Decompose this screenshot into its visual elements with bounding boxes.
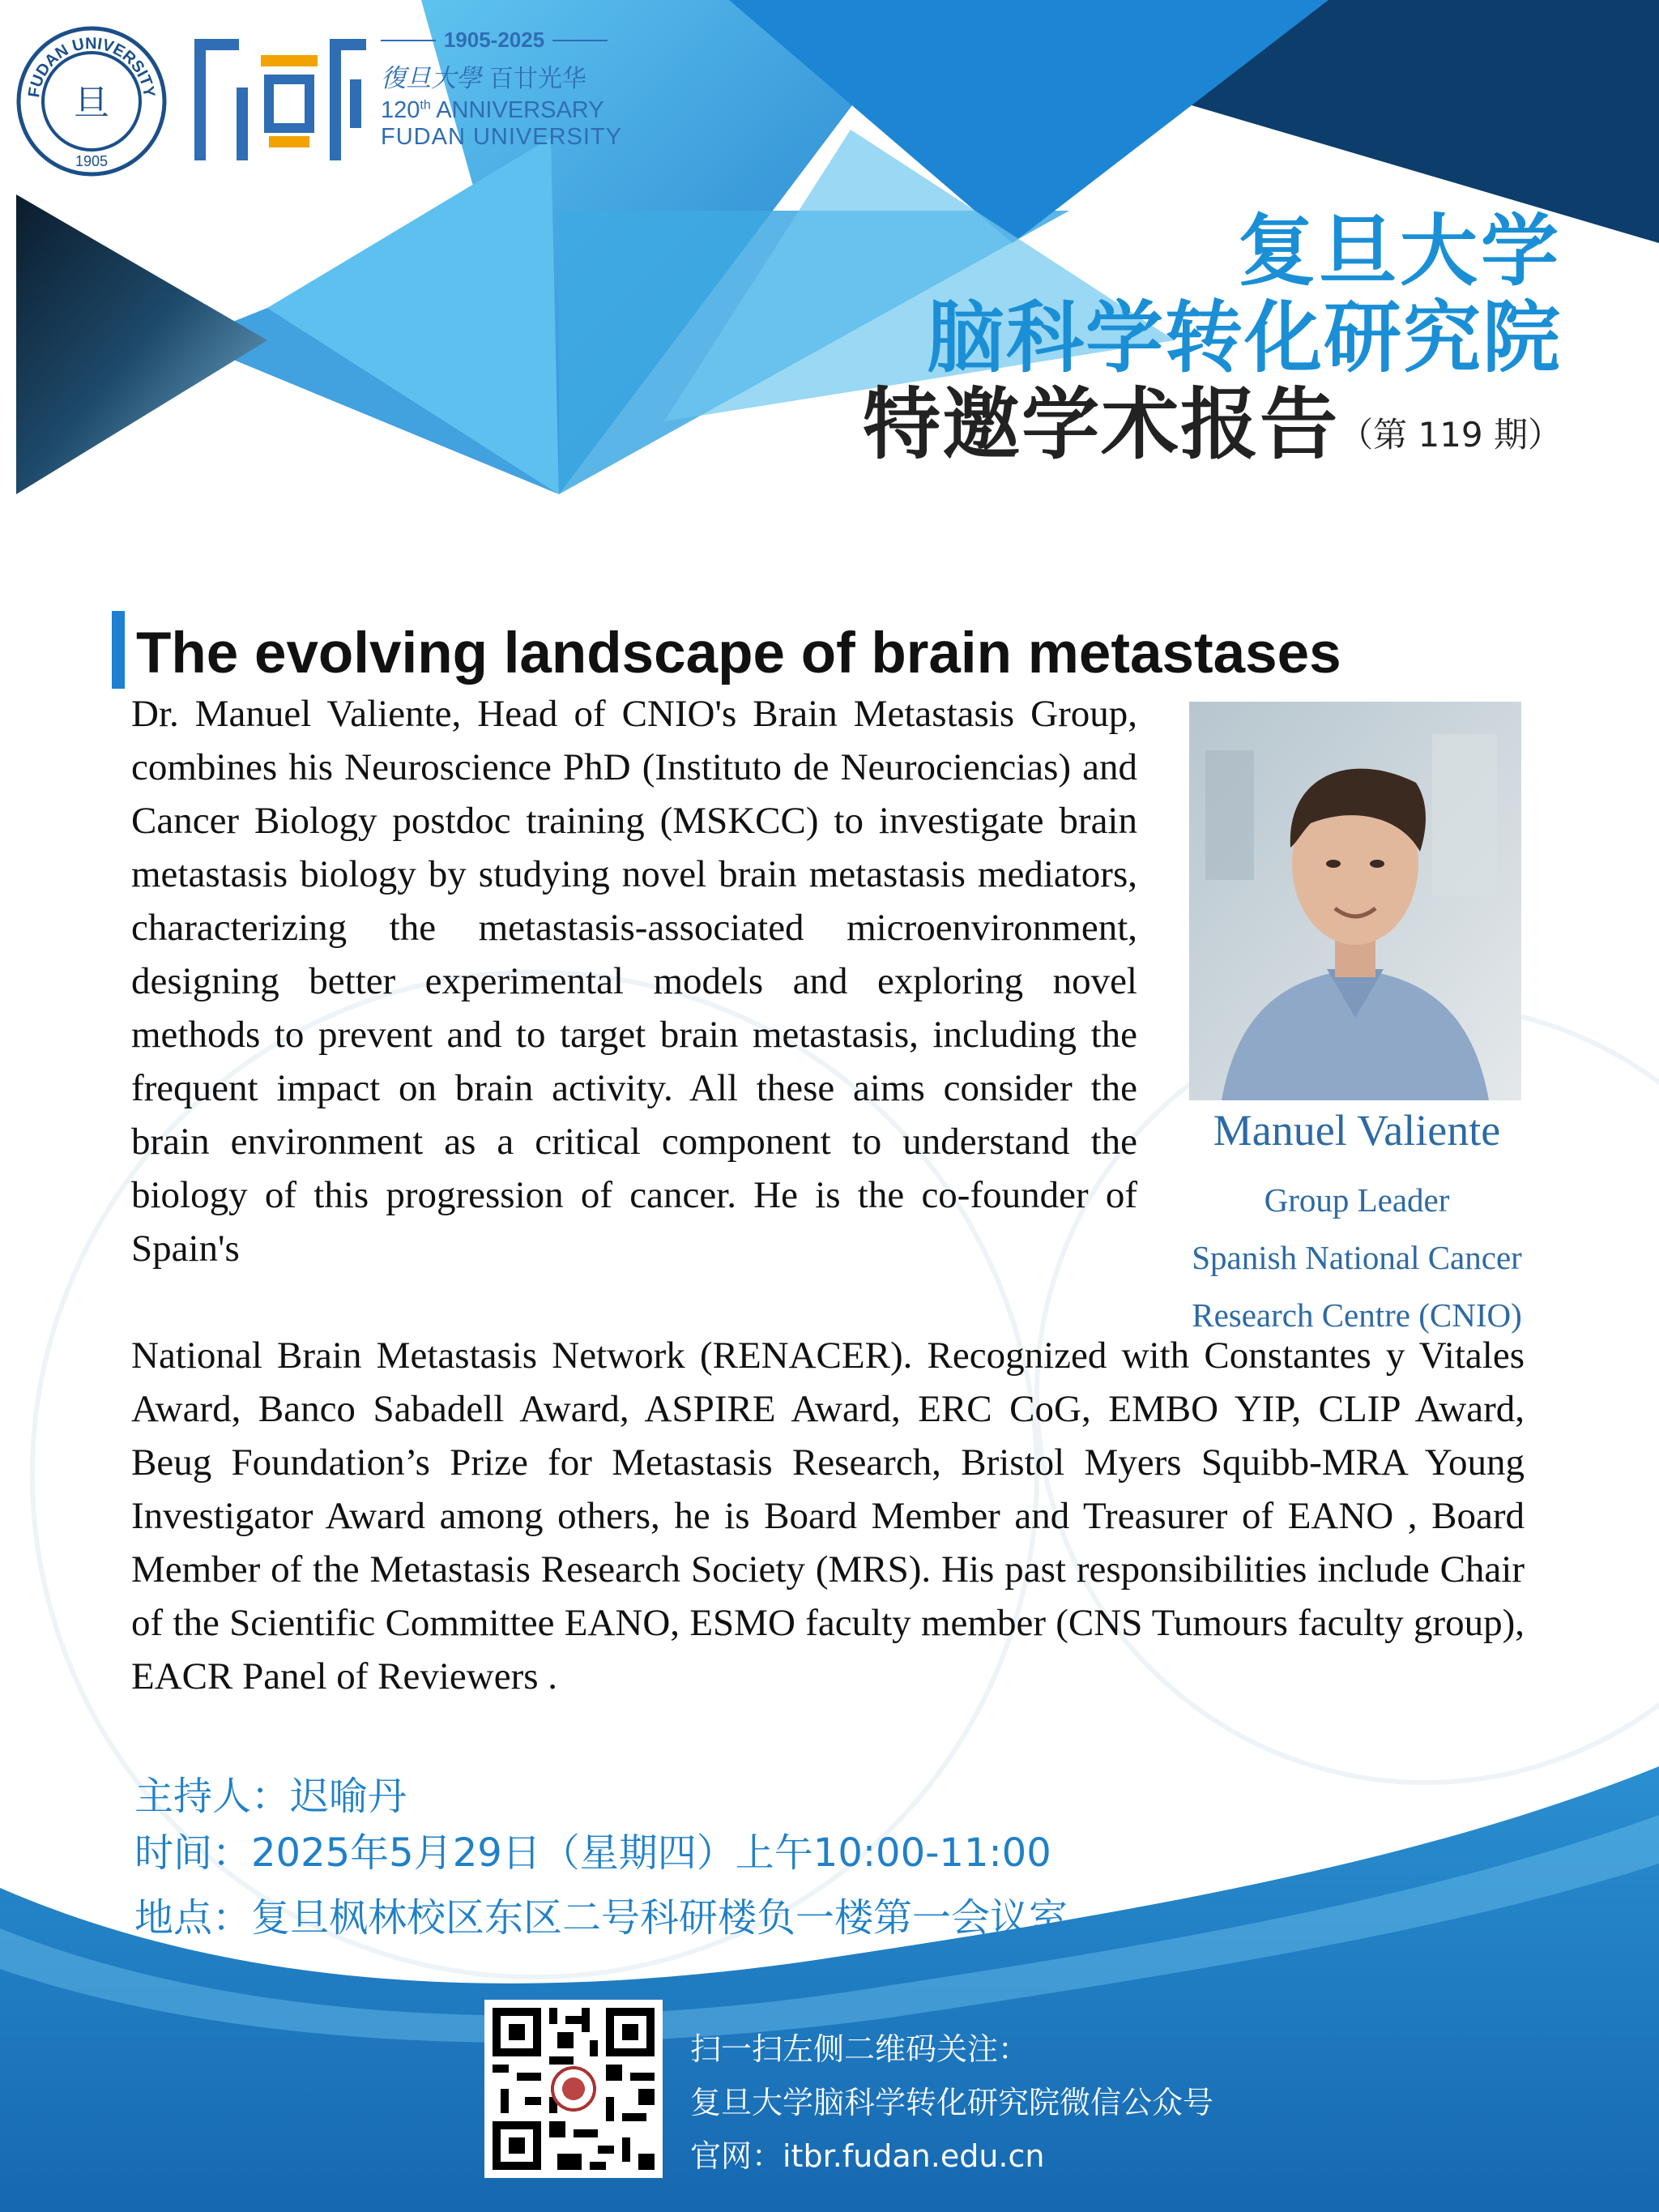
footer-website[interactable]: 官网：itbr.fudan.edu.cn <box>690 2138 1045 2174</box>
speaker-role: Group Leader <box>1264 1181 1450 1219</box>
anniversary-university: FUDAN UNIVERSITY <box>381 124 622 150</box>
headline-line2: 脑科学转化研究院 <box>927 292 1562 383</box>
anniversary-line: 120th ANNIVERSARY <box>381 97 604 123</box>
speaker-photo <box>1189 702 1521 1100</box>
speaker-bio-part2: National Brain Metastasis Network (RENACER). Recognized with Constantes y Vitales Award, Banco Sabadell Award, ASPIRE Award, ERC CoG, EMBO YIP, CLIP Award, Beug Foundation’s Prize for Metastasis Research, Bristol Myers Squibb-MRA Young Investigator Award among others, he is Board Member and Treasurer of EANO , Board Member of the Metastasis Research Society (MRS). His past responsibilities include Chair of the Scientific Committee EANO, ESMO faculty member (CNS Tumours faculty group), EACR Panel of Reviewers . <box>131 1334 1525 1697</box>
anniversary-text <box>381 28 622 151</box>
anniversary-logo-mark <box>188 31 370 173</box>
anniversary-chinese: 復旦大學 百廿光华 <box>381 64 586 93</box>
event-host: 主持人：迟喻丹 <box>134 1774 407 1819</box>
headline-line3: 特邀学术报告（第 119 期） <box>863 379 1562 471</box>
footer-wechat-account: 复旦大学脑科学转化研究院微信公众号 <box>690 2085 1214 2120</box>
speaker-role-block <box>1134 1172 1580 1344</box>
speaker-name: Manuel Valiente <box>1213 1106 1501 1155</box>
issue-number: （第 119 期） <box>1339 415 1562 455</box>
svg-text:旦: 旦 <box>74 83 109 124</box>
event-location: 地点：复旦枫林校区东区二号科研楼负一楼第一会议室 <box>134 1895 1068 1941</box>
seal-year: 1905 <box>75 153 109 169</box>
talk-title: The evolving landscape of brain metastases <box>136 621 1341 685</box>
seal-text: FUDAN UNIVERSITY <box>25 34 158 99</box>
speaker-bio-part1: Dr. Manuel Valiente, Head of CNIO's Brain Metastasis Group, combines his Neuroscience PhD (Instituto de Neurociencias) and Cancer Biology postdoc training (MSKCC) to investigate brain metastasis biology by studying novel brain metastasis mediators, characterizing the metastasis-associated microenvironment, designing better experimental models and exploring novel methods to prevent and to target brain metastasis, including the frequent impact on brain activity. All these aims consider the brain environment as a critical component to understand the biology of this progression of cancer. He is the co-founder of Spain's <box>131 693 1137 1270</box>
speaker-affiliation-line2: Research Centre (CNIO) <box>1192 1296 1522 1334</box>
headline-block <box>863 206 1562 471</box>
title-accent-bar <box>112 611 125 689</box>
wechat-qr-code[interactable] <box>484 2000 663 2178</box>
footer-scan-prompt: 扫一扫左侧二维码关注： <box>690 2031 1030 2067</box>
fudan-seal-logo <box>15 24 168 178</box>
event-time: 时间：2025年5月29日（星期四）上午10:00-11:00 <box>134 1830 1051 1876</box>
footer-info <box>690 2022 1213 2183</box>
headline-line1: 复旦大学 <box>1238 206 1562 297</box>
speaker-affiliation-line1: Spanish National Cancer <box>1192 1239 1522 1276</box>
anniversary-years: 1905-2025 <box>381 28 608 53</box>
